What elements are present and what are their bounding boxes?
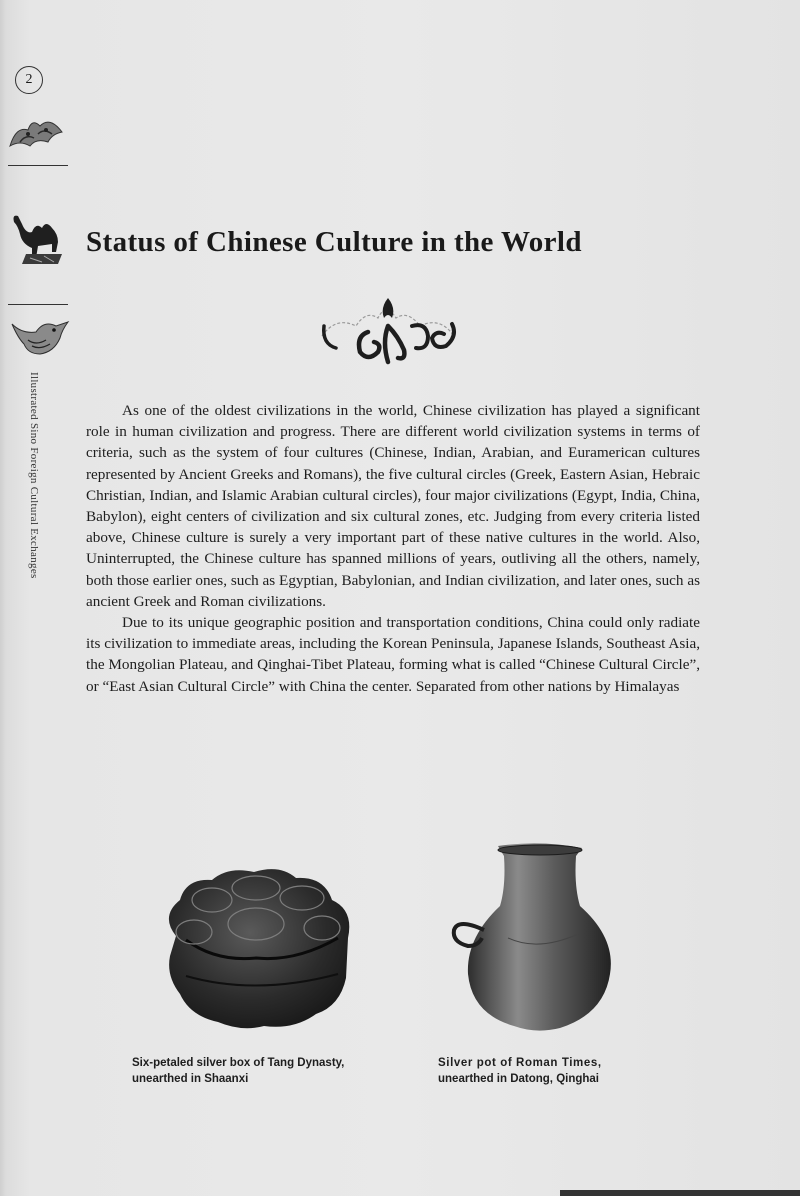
caption-line: Silver pot of Roman Times, — [438, 1057, 602, 1069]
page-number: 2 — [15, 66, 43, 94]
figure-caption-silver-pot — [438, 1055, 602, 1087]
running-side-title: Illustrated Sino Foreign Cultural Exchanges — [28, 372, 40, 579]
silver-box-photo — [156, 866, 358, 1032]
phoenix-ornament-icon — [6, 112, 66, 154]
caption-line: Six-petaled silver box of Tang Dynasty, — [132, 1057, 345, 1069]
page-title: Status of Chinese Culture in the World — [86, 226, 582, 258]
scroll-ornament-icon — [316, 296, 460, 374]
caption-line: unearthed in Shaanxi — [132, 1073, 249, 1085]
camel-icon — [8, 208, 66, 266]
margin-rule-bottom — [8, 304, 68, 305]
margin-rule-top — [8, 165, 68, 166]
article-body — [86, 400, 700, 697]
bird-ornament-icon — [10, 316, 70, 360]
paragraph-2: Due to its unique geographic position and transportation conditions, China could only radiate its civilization to immediate areas, including the Korean Peninsula, Japanese Islands, Southeast Asia, the Mongolian Plateau, and Qinghai-Tibet Plateau, forming what is called “Chinese Cultural Circle”, or “East Asian Cultural Circle” with China the center. Separated from other nations by Himalayas — [86, 614, 700, 695]
silver-pot-photo — [448, 842, 616, 1034]
figure-caption-silver-box — [132, 1055, 344, 1087]
paragraph-1: As one of the oldest civilizations in the world, Chinese civilization has played a significant role in human civilization and progress. There are different world civilization systems in terms of criteria, such as the system of four cultures (Chinese, Indian, Arabian, and Euramerican cultures represented by Ancient Greeks and Romans), the five cultural circles (Greek, Eastern Asian, Hebraic Christian, Indian, and Islamic Arabian cultural circles), four major civilizations (Egypt, India, China, Babylon), eight centers of civilization and six cultural zones, etc. Judging from every criteria listed above, Chinese culture is surely a very important part of these native cultures in the world. Also, Uninterrupted, the Chinese culture has spanned millions of years, outliving all the others, namely, both those earlier ones, such as Egyptian, Babylonian, and Indian civilization, and later ones, such as ancient Greek and Roman civilizations. — [86, 402, 700, 610]
caption-line: unearthed in Datong, Qinghai — [438, 1073, 599, 1085]
page-bottom-edge — [560, 1190, 800, 1196]
